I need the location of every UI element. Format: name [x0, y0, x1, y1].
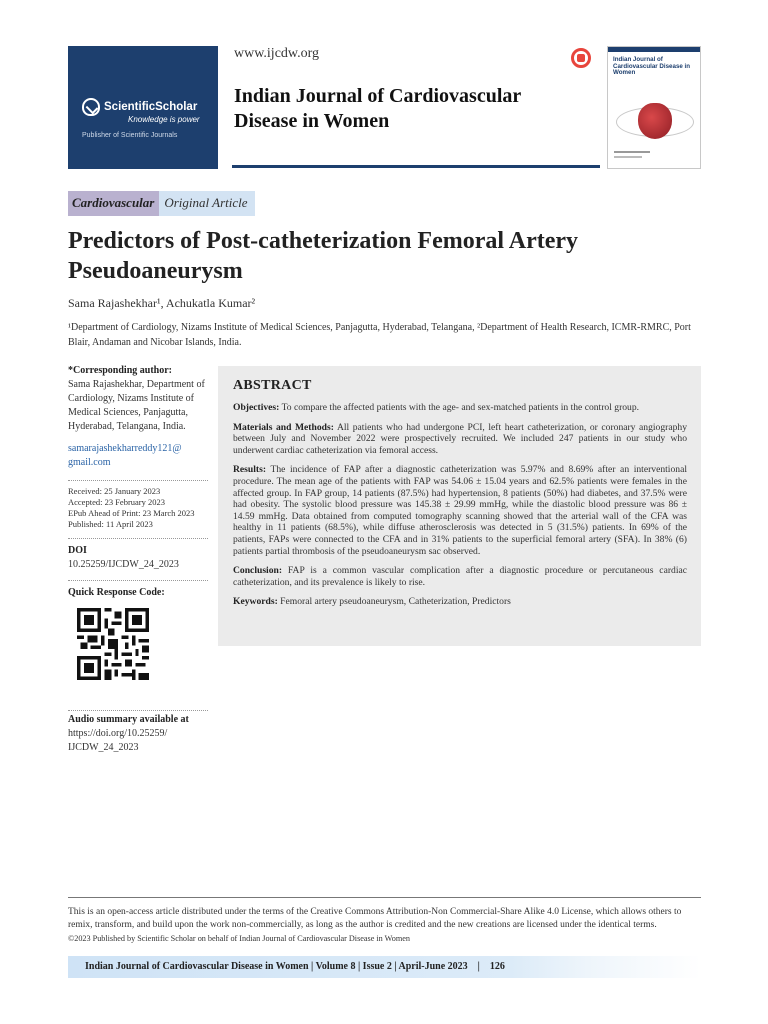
abstract-heading: ABSTRACT — [233, 378, 312, 393]
doi-heading: DOI — [68, 545, 87, 556]
header-divider — [232, 165, 600, 168]
keywords-text: Femoral artery pseudoaneurysm, Catheterization, Predictors — [280, 596, 511, 608]
publisher-name: ScientificScholar — [104, 101, 198, 113]
publisher-banner — [68, 46, 218, 169]
methods-label: Materials and Methods: — [233, 421, 334, 433]
copyright-notice: ©2023 Published by Scientific Scholar on behalf of Indian Journal of Cardiovascular Disease in Women — [68, 934, 410, 943]
audio-summary-heading: Audio summary available at — [68, 714, 189, 725]
conclusion-text: FAP is a common vascular complication after a diagnostic procedure or percutaneous cardiac catheterization, and its prevalence is likely to rise. — [233, 565, 688, 588]
methods-text: All patients who had undergone PCI, left heart catheterization, or coronary angiography between July and November 2022 were prospectively recruited. We included 247 patients in our study who underwent cardiac catheterization via femoral access. — [233, 421, 687, 456]
article-title: Predictors of Post-catheterization Femoral Artery Pseudoaneurysm — [68, 228, 579, 284]
article-dates — [68, 480, 208, 530]
objectives-text: To compare the affected patients with the age- and sex-matched patients in the control group. — [281, 402, 640, 413]
doi-block — [68, 538, 208, 572]
journal-cover — [607, 46, 701, 169]
affiliations: ¹Department of Cardiology, Nizams Institute of Medical Sciences, Panjagutta, Hyderabad, Telangana, ²Department of Health Research, ICMR-RMRC, Port Blair, Andaman and Nicobar Islands, India. — [68, 322, 691, 348]
journal-title: Indian Journal of Cardiovascular Disease in Women — [234, 85, 521, 132]
footer-citation: Indian Journal of Cardiovascular Disease in Women | Volume 8 | Issue 2 | April-June 2023 | 126 — [85, 961, 505, 972]
audio-summary-link[interactable]: https://doi.org/10.25259/ IJCDW_24_2023 — [68, 728, 168, 753]
published-date: Published: 11 April 2023 — [68, 519, 153, 529]
abstract-conclusion — [233, 565, 687, 588]
abstract-objectives — [233, 402, 687, 414]
corresponding-author-address: Sama Rajashekhar, Department of Cardiology, Nizams Institute of Medical Sciences, Panjagutta, Hyderabad, Telangana, India. — [68, 379, 205, 432]
results-text: The incidence of FAP after a diagnostic catheterization was 5.97% and 8.69% after an interventional procedure. The mean age of the patients with FAP was 54.06 ± 15.04 years and 62.5% patients were females in the affected group. In FAP group, 14 patients (87.5%) had hypertension, 8 patients (50%) had diabetes, and 37.5% were had obesity. The systolic blood pressure was 145.38 ± 29.99 mmHg, while the diastolic blood pressure was 86 ± 14.59 mmHg. Data obtained from computed tomography scanning showed that the arterial wall of the CFA was healthy in 11 patients (68.5%), while diffuse atherosclerosis was detected in 5 (31.5%) patients. In 69% of the patients, FAPs were connected to the CFA and in 31% patients to the superficial femoral artery (SFA). In 38% (6) patients partial thrombosis of the pseudoaneurysm sac observed. — [233, 464, 687, 557]
doi-value[interactable]: 10.25259/IJCDW_24_2023 — [68, 559, 179, 570]
audio-summary — [68, 710, 208, 755]
abstract-box — [218, 366, 701, 646]
publisher-tagline: Knowledge is power — [128, 115, 200, 124]
scholar-logo-icon — [82, 98, 100, 116]
abstract-methods — [233, 422, 687, 457]
received-date: Received: 25 January 2023 — [68, 486, 161, 496]
publisher-logo — [82, 98, 197, 116]
journal-site-link[interactable]: www.ijcdw.org — [234, 46, 320, 61]
article-type-tag — [68, 191, 255, 216]
qr-code-icon[interactable] — [77, 608, 149, 680]
abstract-results — [233, 464, 687, 557]
abstract-keywords — [233, 596, 687, 608]
author-list: Sama Rajashekhar¹, Achukatla Kumar² — [68, 296, 256, 310]
epub-date: EPub Ahead of Print: 23 March 2023 — [68, 508, 195, 518]
article-type: Original Article — [159, 191, 254, 216]
footer-divider — [68, 897, 701, 898]
corresponding-author-heading: *Corresponding author: — [68, 365, 172, 376]
article-sidebar — [68, 364, 208, 685]
open-access-icon — [571, 48, 591, 68]
conclusion-label: Conclusion: — [233, 565, 283, 577]
accepted-date: Accepted: 23 February 2023 — [68, 497, 166, 507]
results-label: Results: — [233, 464, 267, 476]
heart-icon — [638, 103, 672, 139]
author-email-link[interactable]: samarajashekharreddy121@ gmail.com — [68, 443, 182, 468]
cover-title: Indian Journal of Cardiovascular Disease in Women — [613, 56, 691, 77]
cover-footer-line — [614, 151, 650, 153]
cover-footer-line — [614, 156, 642, 158]
publisher-subtitle: Publisher of Scientific Journals — [82, 132, 178, 139]
objectives-label: Objectives: — [233, 402, 280, 413]
cover-topbar — [608, 47, 700, 52]
license-statement: This is an open-access article distributed under the terms of the Creative Commons Attribution-Non Commercial-Share Alike 4.0 License, which allows others to remix, transform, and build upon the work non-commercially, as long as the author is credited and the new creations are licensed under the identical terms. — [68, 907, 682, 930]
keywords-label: Keywords: — [233, 596, 278, 608]
article-category: Cardiovascular — [68, 191, 159, 216]
qr-code-heading: Quick Response Code: — [68, 580, 208, 600]
